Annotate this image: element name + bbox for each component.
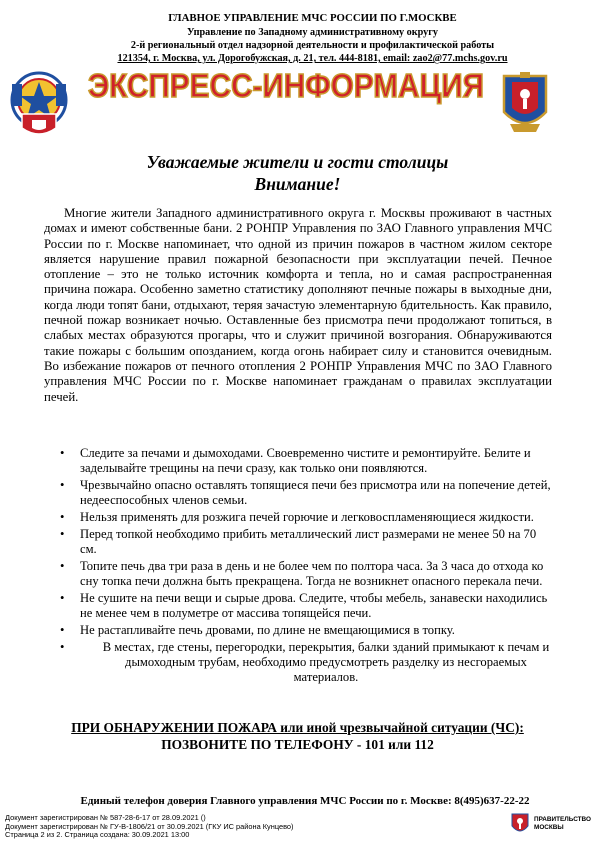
rule-text: Следите за печами и дымоходами. Своевременно чистите и ремонтируйте. Белите и заделывайте трещины на печи сразу, как только они появляются.	[80, 446, 531, 475]
rule-text: Чрезвычайно опасно оставлять топящиеся печи без присмотра или на попечение детей, недееспособных членов семьи.	[80, 478, 551, 507]
fire-notice-heading	[30, 720, 565, 736]
registration-line-2: Документ зарегистрирован № ГУ-В-1806/21 от 30.09.2021 (ГКУ ИС района Кунцево)	[5, 821, 294, 831]
greeting-title: Уважаемые жители и гости столицы	[146, 152, 449, 172]
registration-stamp	[5, 814, 294, 840]
rule-text: Не растапливайте печь дровами, по длине не вмещающимися в топку.	[80, 623, 455, 637]
rule-item	[60, 510, 552, 525]
safety-rules-list	[60, 446, 552, 687]
rule-text: Перед топкой необходимо прибить металлический лист размерами не менее 50 на 70 см.	[80, 527, 537, 556]
express-info-banner	[84, 64, 488, 106]
bullet-icon: •	[60, 478, 65, 492]
fire-notice-text: ПРИ ОБНАРУЖЕНИИ ПОЖАРА или иной чрезвычайной ситуации (ЧС):	[71, 720, 524, 735]
bullet-icon: •	[60, 510, 65, 524]
bullet-icon: •	[60, 623, 65, 637]
rule-item	[60, 527, 552, 557]
intro-paragraph: Многие жители Западного административного округа г. Москвы проживают в частных домах и имеют собственные бани. 2 РОНПР Управления по ЗАО Главного управления МЧС России по г. Москве напоминает, что одной из причин пожаров в частном жилом секторе является нарушение правил пожарной безопасности при эксплуатации печей. Печное отопление – это не только источник комфорта и тепла, но и самая распространенная причина пожара. Особенно заметно статистику дополняют печные пожары в выходные дни, когда люди топят бани, отдыхают, теряя зачастую элементарную бдительность. Как правило, печной пожар возникает ночью. Оставленные без присмотра печи продолжают топиться, в слабых местах образуются прогары, что и служит причиной возгорания. Обнаруживаются такие пожары с большим опозданием, когда огонь набирает силу и становится очевидным. Во избежание пожаров от печного отопления 2 РОНПР Управления МЧС по ЗАО Главного управления МЧС России по г. Москве напоминает гражданам о правилах эксплуатации печей.	[44, 206, 552, 404]
moscow-coat-of-arms-icon	[500, 72, 550, 138]
rule-item	[60, 446, 552, 476]
gov-label-line-2: МОСКВЫ	[534, 824, 564, 831]
gov-label-line-1: ПРАВИТЕЛЬСТВО	[534, 816, 591, 823]
header-department: Управление по Западному административному округу	[187, 27, 438, 38]
header-division: 2-й региональный отдел надзорной деятельности и профилактической работы	[130, 40, 495, 51]
bullet-icon: •	[60, 559, 65, 573]
rule-item	[60, 591, 552, 621]
registration-line-1: Документ зарегистрирован № 587-28-6-17 от 28.09.2021 ()	[5, 813, 206, 822]
moscow-government-emblem-icon	[510, 812, 530, 836]
header-organization: ГЛАВНОЕ УПРАВЛЕНИЕ МЧС РОССИИ ПО Г.МОСКВЕ	[168, 12, 457, 24]
greeting-attention: Внимание!	[254, 174, 341, 194]
moscow-government-label	[534, 816, 591, 832]
bullet-icon: •	[60, 640, 65, 654]
bullet-icon: •	[60, 446, 65, 460]
page-info: Страница 2 из 2. Страница создана: 30.09.2021 13:00	[5, 830, 190, 840]
trust-hotline: Единый телефон доверия Главного управления МЧС России по г. Москве: 8(495)637-22-22	[80, 795, 530, 807]
mchs-shield-icon	[8, 70, 70, 140]
rule-text: Не сушите на печи вещи и сырые дрова. Следите, чтобы мебель, занавески находились не менее чем в полуметре от массива топящейся печи.	[80, 591, 548, 620]
rule-item	[60, 623, 552, 638]
banner-text: ЭКСПРЕСС-ИНФОРМАЦИЯ	[88, 67, 484, 104]
bullet-icon: •	[60, 527, 65, 541]
bullet-icon: •	[60, 591, 65, 605]
rule-text: Топите печь два три раза в день и не более чем по полтора часа. За 3 часа до отхода ко сну топка печи должна быть прекращена. Тогда не возникнет опасного перекала печи.	[80, 559, 544, 588]
rule-item	[60, 478, 552, 508]
rule-text: В местах, где стены, перегородки, перекрытия, балки зданий примыкают к печам и дымоходным трубам, необходимо предусмотреть разделку из несгораемых материалов.	[102, 640, 550, 684]
rule-text: Нельзя применять для розжига печей горючие и легковоспламеняющиеся жидкости.	[80, 510, 534, 524]
emergency-phone-notice: ПОЗВОНИТЕ ПО ТЕЛЕФОНУ - 101 или 112	[161, 737, 434, 752]
rule-item	[60, 640, 552, 685]
rule-item	[60, 559, 552, 589]
header-address: 121354, г. Москва, ул. Дорогобужская, д. 21, тел. 444-8181, email: zao2@77.mchs.gov.ru	[117, 53, 508, 64]
